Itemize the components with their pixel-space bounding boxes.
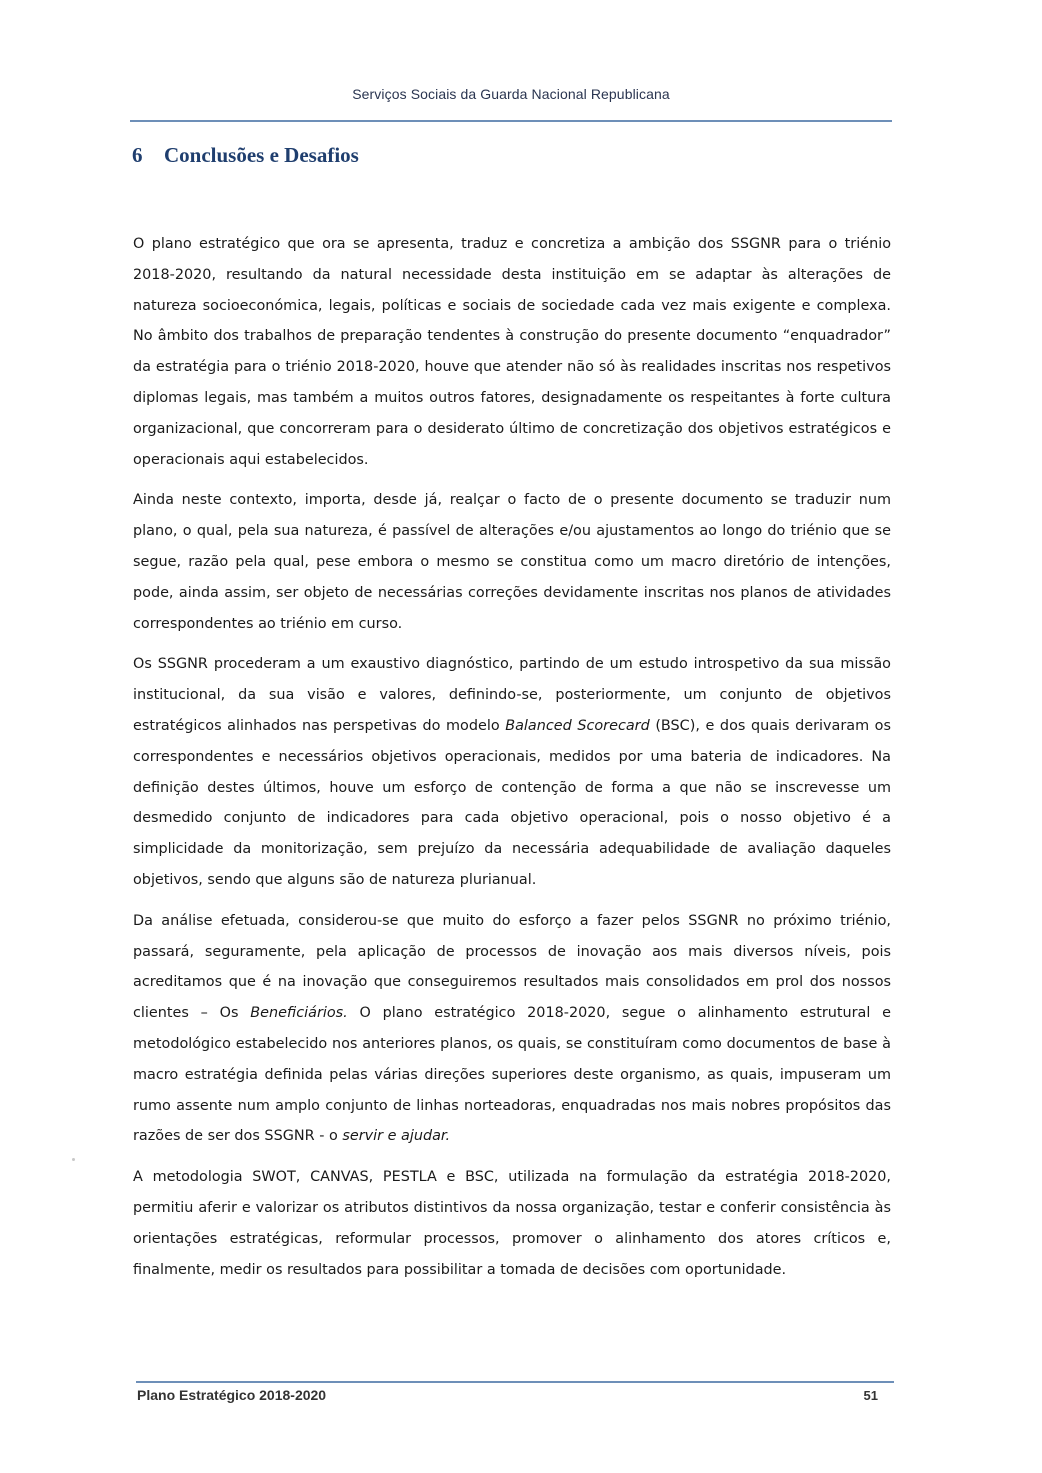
footer-rule xyxy=(136,1381,894,1383)
body-text xyxy=(133,229,891,1295)
scan-speck xyxy=(72,1158,75,1161)
paragraph-5: A metodologia SWOT, CANVAS, PESTLA e BSC, utilizada na formulação da estratégia 2018-2020, permitiu aferir e valorizar os atributos distintivos da nossa organização, testar e conferir consistência às orientações estratégicas, reformular processos, promover o alinhamento dos atores críticos e, finalmente, medir os resultados para possibilitar a tomada de decisões com oportunidade. xyxy=(133,1169,891,1278)
paragraph-3 xyxy=(133,649,891,895)
footer-document-title: Plano Estratégico 2018-2020 xyxy=(137,1387,327,1403)
paragraph-4-emphasis-motto: servir e ajudar. xyxy=(342,1128,451,1145)
section-number: 6 xyxy=(132,143,143,167)
paragraph-4-emphasis-beneficiarios: Beneficiários. xyxy=(250,1005,348,1022)
paragraph-3-end: (BSC), e dos quais derivaram os correspondentes e necessários objetivos operacionais, medidos por uma bateria de indicadores. Na definição destes últimos, houve um esforço de contenção de forma a que não se inscrevesse um desmedido conjunto de indicadores para cada objetivo operacional, pois o nosso objetivo é a simplicidade da monitorização, sem prejuízo da necessária adequabilidade de avaliação daqueles objetivos, sendo que alguns são de natureza plurianual. xyxy=(133,717,891,888)
header-rule xyxy=(130,120,892,122)
paragraph-4 xyxy=(133,906,891,1152)
paragraph-1: O plano estratégico que ora se apresenta, traduz e concretiza a ambição dos SSGNR para o triénio 2018-2020, resultando da natural necessidade desta instituição em se adaptar às alterações de natureza socioeconómica, legais, políticas e sociais de sociedade cada vez mais exigente e complexa. No âmbito dos trabalhos de preparação tendentes à construção do presente documento “enquadrador” da estratégia para o triénio 2018-2020, houve que atender não só às realidades inscritas nos respetivos diplomas legais, mas também a muitos outros fatores, designadamente os respeitantes à forte cultura organizacional, que concorreram para o desiderato último de concretização dos objetivos estratégicos e operacionais aqui estabelecidos. xyxy=(133,236,891,468)
paragraph-3-emphasis: Balanced Scorecard xyxy=(505,717,650,734)
paragraph-4-middle: O plano estratégico 2018-2020, segue o alinhamento estrutural e metodológico estabelecido nos anteriores planos, os quais, se constituíram como documentos de base à macro estratégia definida pelas várias direções superiores deste organismo, as quais, impuseram um rumo assente num amplo conjunto de linhas norteadoras, enquadradas nos mais nobres propósitos das razões de ser dos SSGNR - o xyxy=(133,1005,892,1145)
running-header: Serviços Sociais da Guarda Nacional Republicana xyxy=(352,86,670,102)
page-number: 51 xyxy=(863,1388,878,1403)
section-title: Conclusões e Desafios xyxy=(164,143,359,167)
section-heading xyxy=(132,143,359,168)
paragraph-2: Ainda neste contexto, importa, desde já, realçar o facto de o presente documento se traduzir num plano, o qual, pela sua natureza, é passível de alterações e/ou ajustamentos ao longo do triénio que se segue, razão pela qual, pese embora o mesmo se constitua como um macro diretório de intenções, pode, ainda assim, ser objeto de necessárias correções devidamente inscritas nos planos de atividades correspondentes ao triénio em curso. xyxy=(133,492,891,632)
paragraph-3-start: Os SSGNR procederam a um exaustivo diagnóstico, partindo de um estudo introspetivo da sua missão institucional, da sua visão e valores, definindo-se, posteriormente, um conjunto de objetivos estratégicos alinhados nas perspetivas do modelo xyxy=(133,656,891,734)
paragraph-4-start: Da análise efetuada, considerou-se que muito do esforço a fazer pelos SSGNR no próximo triénio, passará, seguramente, pela aplicação de processos de inovação aos mais diversos níveis, pois acreditamos que é na inovação que conseguiremos resultados mais consolidados em prol dos nossos clientes – Os xyxy=(133,912,891,1022)
